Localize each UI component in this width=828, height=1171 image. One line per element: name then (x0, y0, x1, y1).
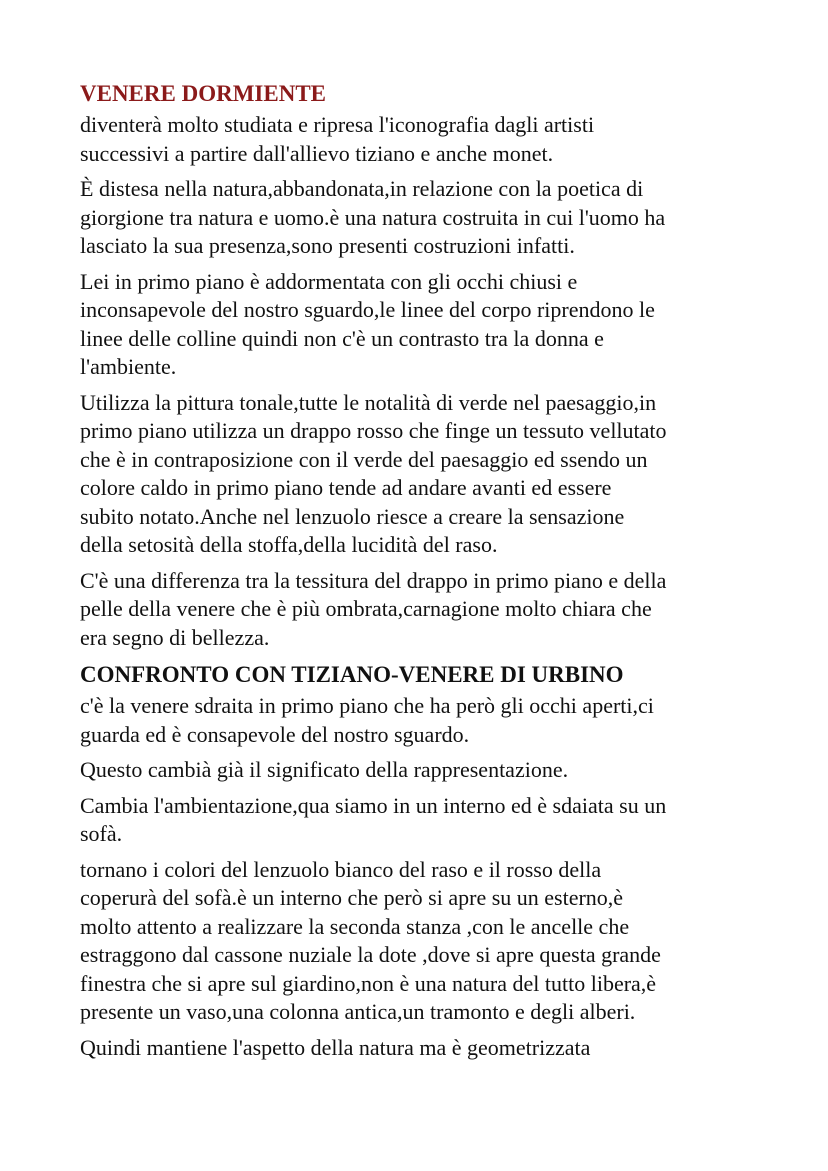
paragraph: c'è la venere sdraita in primo piano che ha però gli occhi aperti,ci guarda ed è consapevole del nostro sguardo. (80, 693, 654, 747)
paragraph: Utilizza la pittura tonale,tutte le notalità di verde nel paesaggio,in primo piano utilizza un drappo rosso che finge un tessuto vellutato che è in contraposizione con il verde del paesaggio ed ssendo un colore caldo in primo piano tende ad andare avanti ed essere subito notato.Anche nel lenzuolo riesce a creare la sensazione della setosità della stoffa,della lucidità del raso. (80, 389, 667, 557)
paragraph: Questo cambià già il significato della rappresentazione. (80, 757, 569, 782)
paragraph: Quindi mantiene l'aspetto della natura ma è geometrizzata (80, 1034, 591, 1060)
document-page (80, 78, 760, 1069)
paragraph: C'è una differenza tra la tessitura del drappo in primo piano e della pelle della venere che è più ombrata,carnagione molto chiara che era segno di bellezza. (80, 567, 667, 650)
paragraph: È distesa nella natura,abbandonata,in relazione con la poetica di giorgione tra natura e uomo.è una natura costruita in cui l'uomo ha lasciato la sua presenza,sono presenti costruzioni infatti. (80, 176, 666, 258)
section-title-venere-dormiente: VENERE DORMIENTE (80, 81, 327, 106)
paragraph: Lei in primo piano è addormentata con gli occhi chiusi e inconsapevole del nostro sguardo,le linee del corpo riprendono le linee delle colline quindi non c'è un contrasto tra la donna e l'ambiente. (80, 268, 655, 379)
paragraph: Cambia l'ambientazione,qua siamo in un interno ed è sdaiata su un sofà. (80, 792, 667, 846)
section-title-confronto: CONFRONTO CON TIZIANO-VENERE DI URBINO (80, 662, 624, 687)
paragraph: tornano i colori del lenzuolo bianco del raso e il rosso della coperurà del sofà.è un interno che però si apre su un esterno,è molto attento a realizzare la seconda stanza ,con le ancelle che estraggono dal cassone nuziale la dote ,dove si apre questa grande finestra che si apre sul giardino,non è una natura del tutto libera,è presente un vaso,una colonna antica,un tramonto e degli alberi. (80, 856, 661, 1024)
paragraph: diventerà molto studiata e ripresa l'iconografia dagli artisti successivi a partire dall'allievo tiziano e anche monet. (80, 112, 595, 166)
